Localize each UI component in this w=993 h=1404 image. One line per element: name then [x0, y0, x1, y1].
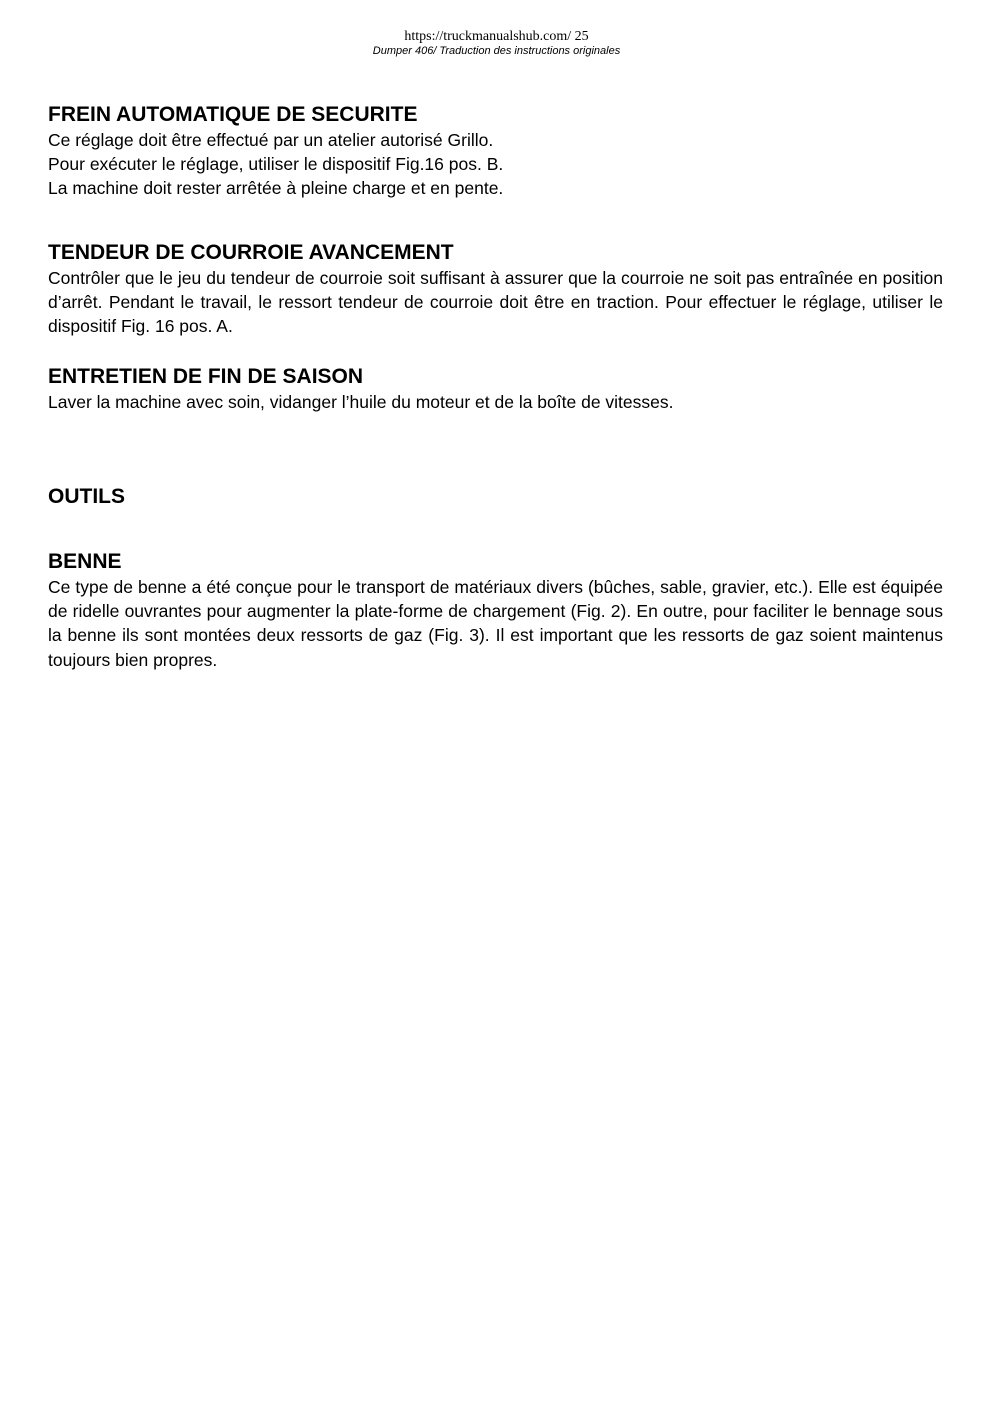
header-source-line: https://truckmanualshub.com/ 25 [404, 29, 589, 44]
section-heading: TENDEUR DE COURROIE AVANCEMENT [48, 241, 454, 264]
section-frein-automatique [48, 102, 943, 201]
section-entretien-fin-saison [48, 364, 943, 414]
section-body: Contrôler que le jeu du tendeur de courroie soit suffisant à assurer que la courroie ne soit pas entraînée en position d’arrêt. Pendant le travail, le ressort tendeur de courroie doit être en traction. Pour effectuer le réglage, utiliser le dispositif Fig. 16 pos. A. [48, 268, 943, 337]
section-body [48, 128, 943, 201]
body-line: Pour exécuter le réglage, utiliser le dispositif Fig.16 pos. B. [48, 154, 504, 175]
page-header [0, 29, 993, 58]
section-benne [48, 549, 943, 672]
section-body: Laver la machine avec soin, vidanger l’huile du moteur et de la boîte de vitesses. [48, 392, 674, 412]
section-heading: BENNE [48, 550, 122, 573]
header-subtitle: Dumper 406/ Traduction des instructions originales [372, 45, 621, 57]
section-tendeur-courroie [48, 240, 943, 339]
section-outils [48, 484, 943, 510]
section-heading: FREIN AUTOMATIQUE DE SECURITE [48, 103, 418, 126]
section-heading: OUTILS [48, 485, 125, 508]
section-body: Ce type de benne a été conçue pour le transport de matériaux divers (bûches, sable, gravier, etc.). Elle est équipée de ridelle ouvrantes pour augmenter la plate-forme de chargement (Fig. 2). En outre, pour faciliter le bennage sous la benne ils sont montées deux ressorts de gaz (Fig. 3). Il est important que les ressorts de gaz soient maintenus toujours bien propres. [48, 577, 943, 670]
body-line: La machine doit rester arrêtée à pleine charge et en pente. [48, 178, 504, 199]
body-line: Ce réglage doit être effectué par un atelier autorisé Grillo. [48, 130, 494, 150]
section-heading: ENTRETIEN DE FIN DE SAISON [48, 365, 364, 388]
